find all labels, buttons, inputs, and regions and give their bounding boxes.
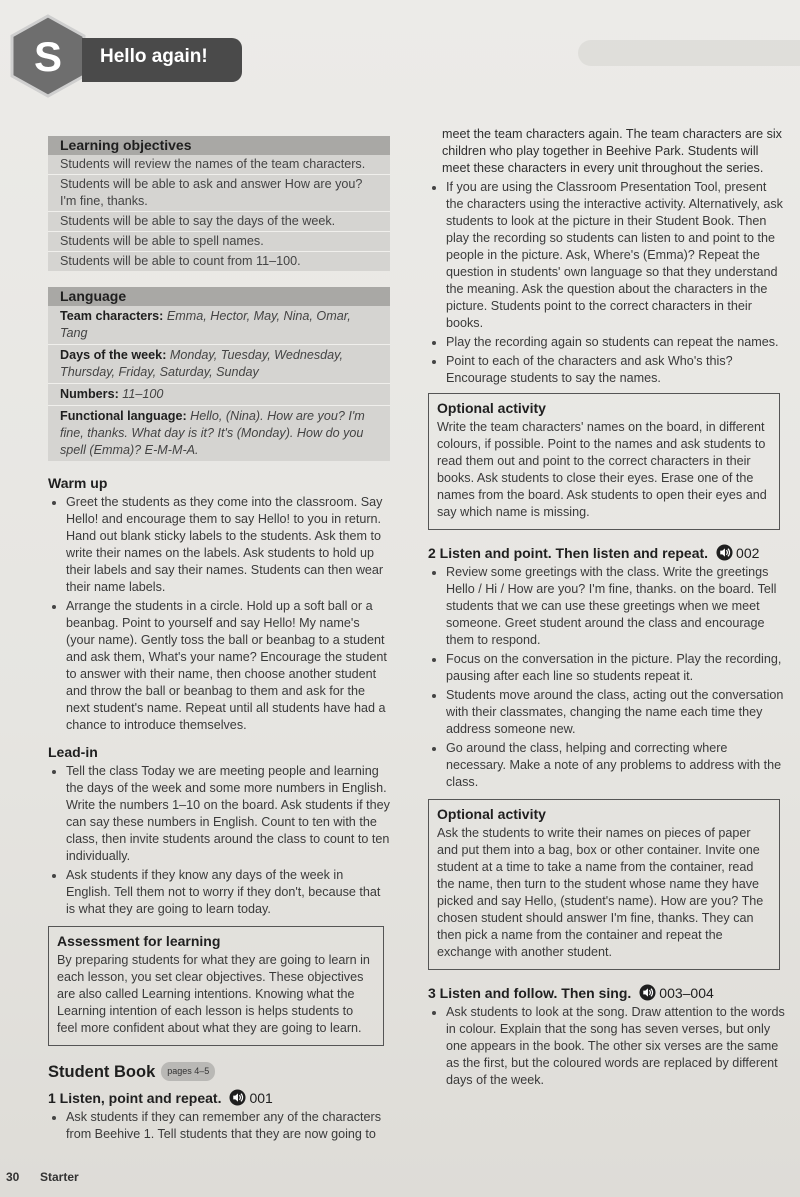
optional-activity-heading: Optional activity	[437, 400, 546, 416]
footer-label: Starter	[40, 1170, 79, 1184]
objective-item: Students will review the names of the team characters.	[48, 155, 390, 175]
warm-up-list	[48, 494, 390, 734]
objective-item: Students will be able to say the days of the week.	[48, 212, 390, 232]
exercise-3-list	[428, 1004, 786, 1089]
list-item: • Ask students to look at the song. Draw attention to the words in colour. Explain that the song has seven verses, but only one appears in the book. The other six verses are the same as the first, but the coloured words are replaced by different days of the week.	[446, 1004, 786, 1089]
exercise-2-list	[428, 564, 786, 791]
language-row	[48, 384, 390, 406]
language-label: Days of the week:	[60, 348, 167, 362]
exercise-1-heading: 1 Listen, point and repeat. 001	[48, 1090, 273, 1106]
language-value: Emma, Hector, May, Nina, Omar, Tang	[60, 309, 351, 340]
unit-badge-letter: S	[33, 33, 63, 80]
exercise-2	[428, 544, 786, 791]
language-value: Monday, Tuesday, Wednesday, Thursday, Friday, Saturday, Sunday	[60, 348, 344, 379]
audio-icon	[639, 984, 656, 1001]
optional-activity-box-2	[428, 799, 780, 970]
warm-up-section	[48, 475, 390, 734]
list-item: • Ask students if they can remember any of the characters from Beehive 1. Tell students that they are now going to	[66, 1109, 390, 1143]
student-book-heading: Student Book pages 4–5	[48, 1062, 390, 1081]
exercise-3-heading: 3 Listen and follow. Then sing. 003–004	[428, 985, 714, 1001]
objective-item: Students will be able to spell names.	[48, 232, 390, 252]
list-item: • Review some greetings with the class. Write the greetings Hello / Hi / How are you? I'm fine, thanks. on the board. Tell students that we can use these greetings when we meet someone. Greet student around the class and encourage them to respond.	[446, 564, 786, 649]
list-item: • If you are using the Classroom Presentation Tool, present the characters using the interactive activity. Alternatively, ask students to look at the picture in their Student Book. Then play the recording so students can listen to and point to the people in the picture. Ask, Where's (Emma)? Repeat the question in students' own language so that they understand the meaning. Ask the question about the characters in the picture. Students point to the correct characters in their books.	[446, 179, 786, 332]
student-book-section	[48, 1062, 390, 1081]
unit-badge	[10, 14, 86, 98]
audio-icon	[716, 544, 733, 561]
language-value: Hello, (Nina). How are you? I'm fine, thanks. What day is it? It's (Monday). How do you spell (Emma)? E-M-M-A.	[60, 409, 365, 457]
exercise-1	[48, 1089, 390, 1143]
audio-track-number: 002	[736, 545, 760, 561]
list-item: • Greet the students as they come into the classroom. Say Hello! and encourage them to say Hello! to you in return. Hand out blank sticky labels to the students. Ask them to write their names on the labels. Ask students to hold up their labels and say their names. Students can then wear their name labels.	[66, 494, 390, 596]
list-item: • Focus on the conversation in the picture. Play the recording, pausing after each line so students repeat it.	[446, 651, 786, 685]
list-item: • Tell the class Today we are meeting people and learning the days of the week and some more numbers in English. Write the numbers 1–10 on the board. Ask students if they can say these numbers in English. Count to ten with the class, then invite students around the class to count to ten individually.	[66, 763, 390, 865]
list-item: • Ask students if they know any days of the week in English. Tell them not to worry if they don't, because that is what they are going to learn today.	[66, 867, 390, 918]
audio-track-number: 001	[249, 1090, 273, 1106]
bleed-through-shape	[578, 40, 800, 66]
learning-objectives-box	[48, 136, 390, 271]
assessment-text: By preparing students for what they are going to learn in each lesson, you set clear objectives. These objectives are also called Learning intentions. Knowing what the Learning intention of each lesson is helps students to feel more confident about what they are going to learn.	[57, 953, 370, 1035]
lead-in-list	[48, 763, 390, 918]
optional-activity-box-1	[428, 393, 780, 530]
exercise-3	[428, 984, 786, 1089]
language-label: Team characters:	[60, 309, 164, 323]
page-number: 30	[6, 1170, 20, 1184]
pages-badge: pages 4–5	[161, 1062, 215, 1081]
page-title: Hello again!	[100, 46, 208, 67]
language-row	[48, 406, 390, 461]
list-item: • Students move around the class, acting out the conversation with their classmates, changing the name each time they address someone new.	[446, 687, 786, 738]
list-item: • Arrange the students in a circle. Hold up a soft ball or a beanbag. Point to yourself and say Hello! My name's (your name). Gently toss the ball or beanbag to a student and ask them, What's your name? Encourage the student to answer with their name, then choose another student and throw the ball or beanbag to them and ask for the next student's name. Repeat until all students have had a chance to introduce themselves.	[66, 598, 390, 734]
list-item: • Go around the class, helping and correcting where necessary. Make a note of any problems to address with the class.	[446, 740, 786, 791]
language-box	[48, 287, 390, 461]
language-row	[48, 306, 390, 345]
audio-track-number: 003–004	[659, 985, 714, 1001]
learning-objectives-heading: Learning objectives	[48, 136, 390, 155]
optional-activity-text: Ask the students to write their names on pieces of paper and put them into a bag, box or other container. Invite one student at a time to take a name from the container, read the name, then turn to the student whose name they have picked and say Hello, (student's name). How are you? The chosen student should answer I'm fine, thanks. They can then pick a name from the container and repeat the exchange with another student.	[437, 826, 764, 959]
warm-up-heading: Warm up	[48, 475, 108, 491]
optional-activity-text: Write the team characters' names on the board, in different colours, if possible. Point to the names and ask students to read them out and point to the correct characters in their books. Ask students to close their eyes. Erase one of the names from the board. Ask students to open their eyes and say which name is missing.	[437, 420, 767, 519]
language-value: 11–100	[122, 387, 164, 401]
language-row	[48, 345, 390, 384]
optional-activity-heading: Optional activity	[437, 806, 546, 822]
left-column	[48, 136, 390, 1145]
language-heading: Language	[48, 287, 390, 306]
lead-in-section	[48, 744, 390, 918]
language-label: Numbers:	[60, 387, 119, 401]
exercise-2-heading: 2 Listen and point. Then listen and repeat. 002	[428, 545, 760, 561]
audio-icon	[229, 1089, 246, 1106]
exercise-1-list	[48, 1109, 390, 1143]
assessment-heading: Assessment for learning	[57, 933, 221, 949]
language-label: Functional language:	[60, 409, 187, 423]
exercise-1-list-continued	[428, 179, 786, 387]
list-item: • Point to each of the characters and ask Who's this? Encourage students to say the names.	[446, 353, 786, 387]
objective-item: Students will be able to ask and answer How are you? I'm fine, thanks.	[48, 175, 390, 212]
objective-item: Students will be able to count from 11–100.	[60, 254, 301, 268]
assessment-box	[48, 926, 384, 1046]
lead-in-heading: Lead-in	[48, 744, 98, 760]
exercise-1-continuation: meet the team characters again. The team characters are six children who play together in Beehive Park. Students will meet these characters in every unit throughout the series.	[442, 127, 782, 175]
list-item: • Play the recording again so students can repeat the names.	[446, 334, 786, 351]
right-column	[428, 126, 786, 1091]
